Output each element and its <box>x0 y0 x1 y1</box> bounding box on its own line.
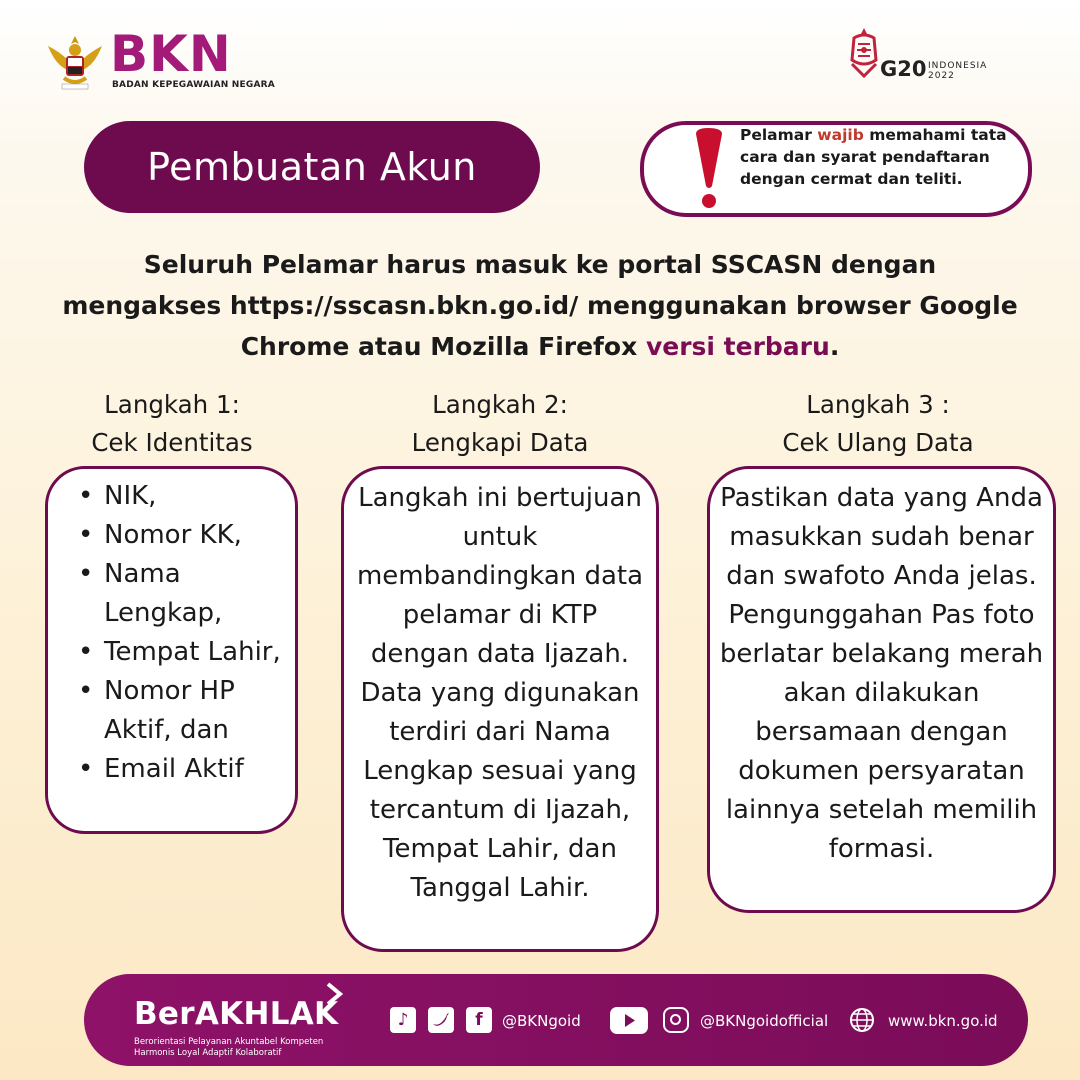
identity-checklist <box>76 477 291 789</box>
bkn-logo-subtitle: BADAN KEPEGAWAIAN NEGARA <box>112 80 275 90</box>
warning-text <box>740 124 1010 190</box>
g20-country: INDONESIA <box>928 61 988 71</box>
berakhlak-logo-text: BerAKHLAK <box>134 996 339 1032</box>
bkn-logo-text: BKN <box>110 25 232 83</box>
step-1-number: Langkah 1: <box>104 390 240 419</box>
berakhlak-tagline <box>134 1037 354 1059</box>
intro-paragraph <box>60 244 1020 367</box>
step-1-heading <box>40 386 304 462</box>
page-title: Pembuatan Akun <box>84 121 540 213</box>
tiktok-icon[interactable]: ♪ <box>390 1007 416 1033</box>
step-2-box <box>341 466 659 952</box>
twitter-icon[interactable] <box>428 1007 454 1033</box>
step-2-heading <box>340 386 660 462</box>
youtube-icon[interactable] <box>610 1007 648 1034</box>
step-3-heading <box>700 386 1056 462</box>
website-link[interactable]: www.bkn.go.id <box>888 1012 998 1030</box>
step-3-title: Cek Ulang Data <box>782 428 974 457</box>
step-1-title: Cek Identitas <box>91 428 253 457</box>
berakhlak-tagline-2: Harmonis Loyal Adaptif Kolaboratif <box>134 1048 282 1058</box>
step-1-box <box>45 466 298 834</box>
list-item: • Tempat Lahir, <box>76 633 291 672</box>
step-2-number: Langkah 2: <box>432 390 568 419</box>
step-3-box <box>707 466 1056 913</box>
globe-icon <box>848 1006 876 1034</box>
list-item: • Nomor HP Aktif, dan <box>76 672 291 750</box>
step-3-text: Pastikan data yang Anda masukkan sudah benar dan swafoto Anda jelas. Pengunggahan Pas foto berlatar belakang merah akan dilakukan bersamaan dengan dokumen persyaratan lainnya setelah memilih formasi. <box>719 483 1044 864</box>
instagram-icon[interactable] <box>663 1007 689 1033</box>
step-2-text: Langkah ini bertujuan untuk membandingkan data pelamar di KTP dengan data Ijazah. Data yang digunakan terdiri dari Nama Lengkap sesuai yang tercantum di Ijazah, Tempat Lahir, dan Tanggal Lahir. <box>356 483 644 903</box>
g20-logo-text: G20 <box>880 57 927 81</box>
warning-highlight: wajib <box>817 126 864 144</box>
berakhlak-tagline-1: Berorientasi Pelayanan Akuntabel Kompeten <box>134 1037 324 1047</box>
facebook-icon[interactable]: f <box>466 1007 492 1033</box>
garuda-emblem-icon <box>44 30 106 92</box>
list-item: • NIK, <box>76 477 291 516</box>
step-3-number: Langkah 3 : <box>806 390 950 419</box>
handle-bkngoidofficial[interactable]: @BKNgoidofficial <box>700 1012 829 1030</box>
g20-emblem-icon <box>848 26 880 82</box>
chevron-right-icon <box>324 982 344 1006</box>
intro-highlight: versi terbaru <box>645 332 830 361</box>
handle-bkngoid[interactable]: @BKNgoid <box>502 1012 581 1030</box>
intro-text: Seluruh Pelamar harus masuk ke portal SSCASN dengan mengakses https://sscasn.bkn.go.id/ menggunakan browser Google Chrome atau Mozilla Firefox <box>62 250 1018 361</box>
list-item: • Nama Lengkap, <box>76 555 291 633</box>
intro-end: . <box>829 332 840 361</box>
list-item: • Nomor KK, <box>76 516 291 555</box>
warning-text-before: Pelamar <box>740 126 818 144</box>
list-item: • Email Aktif <box>76 750 291 789</box>
warning-text-after: memahami tata cara dan syarat pendaftaran dengan cermat dan teliti. <box>740 126 1007 188</box>
step-2-title: Lengkapi Data <box>411 428 589 457</box>
g20-logo-subtitle <box>928 61 987 81</box>
exclamation-icon <box>692 126 726 210</box>
g20-year: 2022 <box>928 71 955 81</box>
